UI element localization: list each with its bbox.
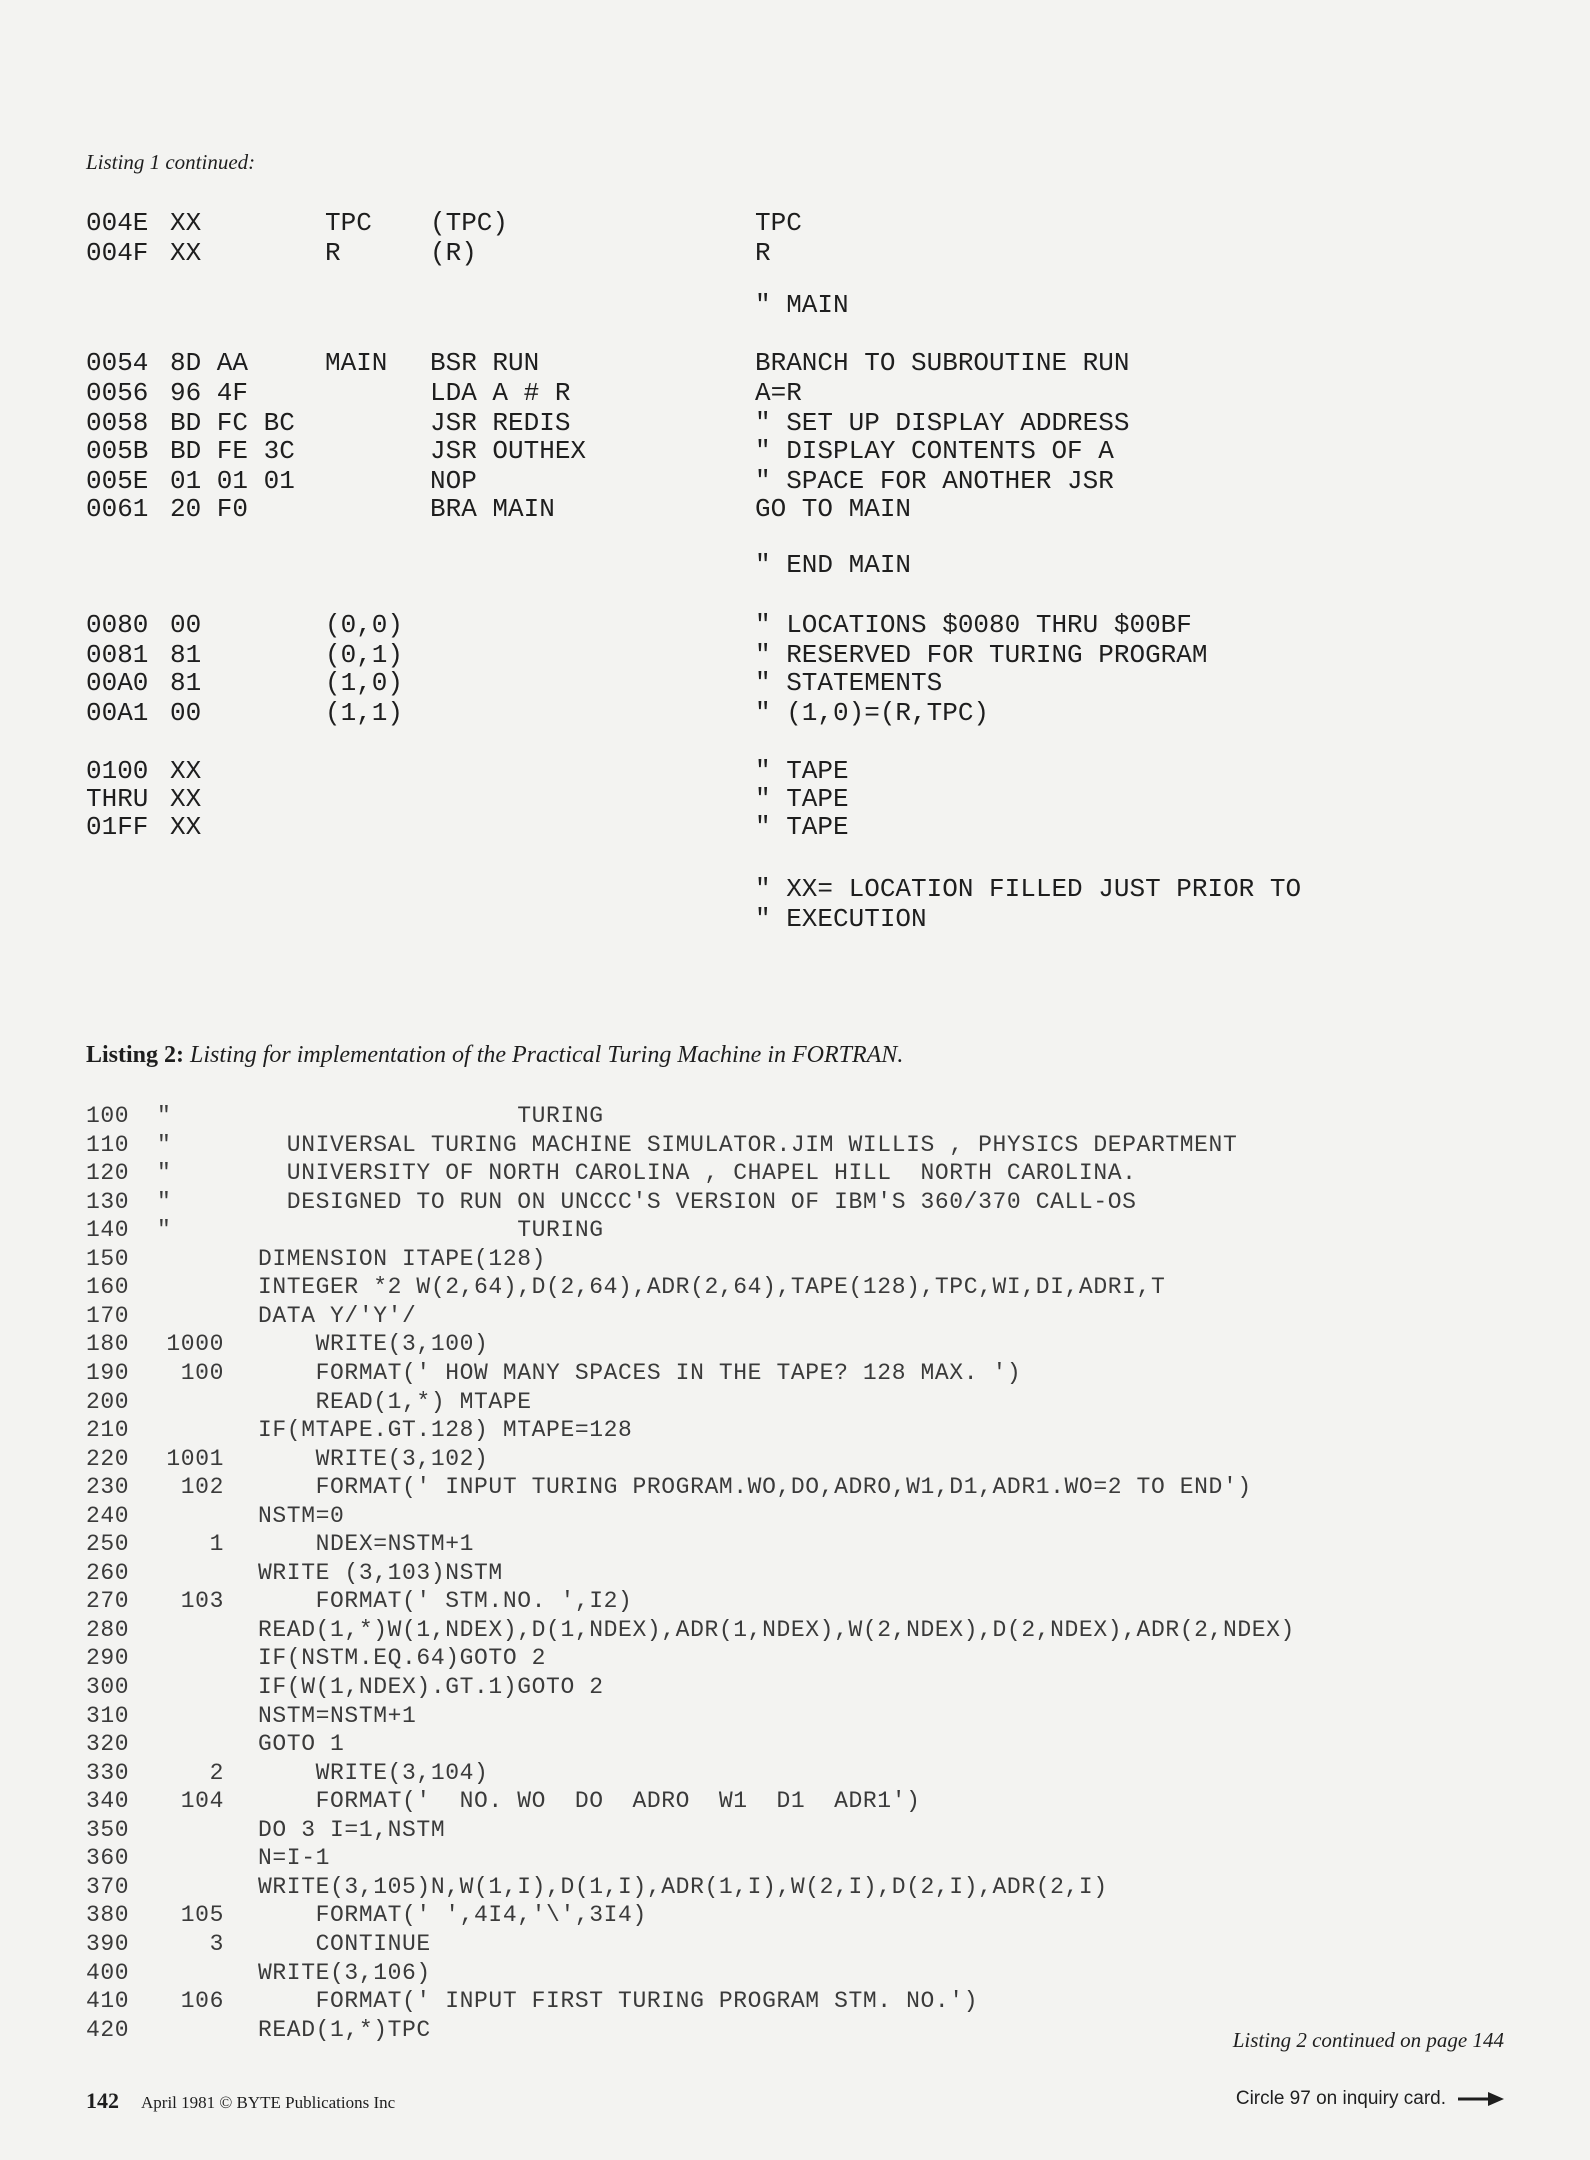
listing-1-addr: 004F xyxy=(86,238,149,268)
code-text: WRITE(3,104) xyxy=(258,1760,489,1786)
line-number: 280 xyxy=(86,1617,130,1643)
code-line xyxy=(0,1930,1590,1958)
listing-1-bytes: 01 01 01 xyxy=(170,466,295,496)
listing-1-bytes: XX xyxy=(170,784,202,814)
listing-1-comment: " EXECUTION xyxy=(755,904,927,934)
statement-label: 105 xyxy=(180,1902,224,1928)
listing-1-row xyxy=(0,290,1590,320)
statement-label: 1 xyxy=(209,1531,224,1557)
code-text: IF(NSTM.EQ.64)GOTO 2 xyxy=(258,1645,547,1671)
line-number: 380 xyxy=(86,1902,130,1928)
code-line xyxy=(0,1759,1590,1787)
comment-mark: " xyxy=(157,1189,172,1215)
publication-line: April 1981 © BYTE Publications Inc xyxy=(141,2093,396,2112)
listing-1-instr: JSR REDIS xyxy=(430,408,571,438)
code-line xyxy=(0,1359,1590,1387)
listing-1-addr: 0058 xyxy=(86,408,149,438)
statement-label: 1000 xyxy=(166,1331,224,1357)
line-number: 110 xyxy=(86,1132,130,1158)
statement-label: 2 xyxy=(209,1760,224,1786)
code-line xyxy=(0,1587,1590,1615)
listing-1-instr: NOP xyxy=(430,466,477,496)
listing-1-addr: 0056 xyxy=(86,378,149,408)
code-text: GOTO 1 xyxy=(258,1731,345,1757)
listing-1-row xyxy=(0,550,1590,580)
code-line xyxy=(0,1616,1590,1644)
code-line xyxy=(0,1273,1590,1301)
listing-1-row xyxy=(0,238,1590,268)
listing-1-bytes: 81 xyxy=(170,640,202,670)
listing-1-row xyxy=(0,436,1590,466)
line-number: 100 xyxy=(86,1103,130,1129)
code-text: NSTM=0 xyxy=(258,1503,345,1529)
statement-label: 102 xyxy=(180,1474,224,1500)
listing-2-caption-text: Listing for implementation of the Practical Turing Machine in FORTRAN. xyxy=(190,1042,904,1068)
line-number: 270 xyxy=(86,1588,130,1614)
listing-1-bytes: BD FE 3C xyxy=(170,436,295,466)
line-number: 190 xyxy=(86,1360,130,1386)
code-text: READ(1,*)TPC xyxy=(258,2017,431,2043)
listing-1-label: (0,0) xyxy=(325,610,404,640)
listing-1-comment: BRANCH TO SUBROUTINE RUN xyxy=(755,348,1130,378)
listing-1-row xyxy=(0,784,1590,814)
listing-1-row xyxy=(0,668,1590,698)
code-text: WRITE(3,106) xyxy=(258,1960,431,1986)
listing-1-label: (1,1) xyxy=(325,698,404,728)
listing-1-addr: 0054 xyxy=(86,348,149,378)
line-number: 340 xyxy=(86,1788,130,1814)
page-footer-left xyxy=(86,2088,395,2114)
code-line xyxy=(0,1159,1590,1187)
listing-1-comment: R xyxy=(755,238,771,268)
listing-1-addr: THRU xyxy=(86,784,149,814)
statement-label: 3 xyxy=(209,1931,224,1957)
line-number: 300 xyxy=(86,1674,130,1700)
listing-1-row xyxy=(0,378,1590,408)
statement-label: 100 xyxy=(180,1360,224,1386)
listing-1-comment: " TAPE xyxy=(755,756,849,786)
listing-1-row xyxy=(0,640,1590,670)
code-line xyxy=(0,1816,1590,1844)
code-text: UNIVERSAL TURING MACHINE SIMULATOR.JIM WILLIS , PHYSICS DEPARTMENT xyxy=(258,1132,1238,1158)
listing-1-addr: 0100 xyxy=(86,756,149,786)
listing-1-bytes: 00 xyxy=(170,610,202,640)
line-number: 360 xyxy=(86,1845,130,1871)
listing-1-bytes: 00 xyxy=(170,698,202,728)
listing-1-addr: 00A0 xyxy=(86,668,149,698)
listing-1-label: (1,0) xyxy=(325,668,404,698)
line-number: 240 xyxy=(86,1503,130,1529)
code-line xyxy=(0,1787,1590,1815)
code-text: TURING xyxy=(258,1217,604,1243)
code-line xyxy=(0,1388,1590,1416)
code-line xyxy=(0,1502,1590,1530)
listing-1-addr: 00A1 xyxy=(86,698,149,728)
line-number: 230 xyxy=(86,1474,130,1500)
code-text: WRITE(3,100) xyxy=(258,1331,489,1357)
listing-1-row xyxy=(0,208,1590,238)
code-line xyxy=(0,1131,1590,1159)
code-line xyxy=(0,1302,1590,1330)
line-number: 220 xyxy=(86,1446,130,1472)
statement-label: 1001 xyxy=(166,1446,224,1472)
code-text: DIMENSION ITAPE(128) xyxy=(258,1246,547,1272)
listing-1-caption: Listing 1 continued: xyxy=(86,150,256,174)
code-text: FORMAT(' INPUT FIRST TURING PROGRAM STM. NO.') xyxy=(258,1988,979,2014)
listing-1-comment: " LOCATIONS $0080 THRU $00BF xyxy=(755,610,1192,640)
code-line xyxy=(0,1673,1590,1701)
code-text: WRITE (3,103)NSTM xyxy=(258,1560,503,1586)
listing-1-comment: " SET UP DISPLAY ADDRESS xyxy=(755,408,1130,438)
listing-1-comment: " SPACE FOR ANOTHER JSR xyxy=(755,466,1114,496)
code-line xyxy=(0,1901,1590,1929)
line-number: 330 xyxy=(86,1760,130,1786)
listing-1-row xyxy=(0,904,1590,934)
listing-1-comment: " MAIN xyxy=(755,290,849,320)
comment-mark: " xyxy=(157,1132,172,1158)
right-arrow-icon xyxy=(1458,2091,1504,2107)
code-line xyxy=(0,1188,1590,1216)
line-number: 290 xyxy=(86,1645,130,1671)
code-line xyxy=(0,1445,1590,1473)
code-text: CONTINUE xyxy=(258,1931,431,1957)
code-text: FORMAT(' ',4I4,'\',3I4) xyxy=(258,1902,647,1928)
code-text: FORMAT(' HOW MANY SPACES IN THE TAPE? 128 MAX. ') xyxy=(258,1360,1022,1386)
code-text: NDEX=NSTM+1 xyxy=(258,1531,475,1557)
line-number: 200 xyxy=(86,1389,130,1415)
code-text: DATA Y/'Y'/ xyxy=(258,1303,417,1329)
code-text: WRITE(3,105)N,W(1,I),D(1,I),ADR(1,I),W(2,I),D(2,I),ADR(2,I) xyxy=(258,1874,1108,1900)
listing-1-row xyxy=(0,812,1590,842)
listing-1-addr: 004E xyxy=(86,208,149,238)
code-text: READ(1,*)W(1,NDEX),D(1,NDEX),ADR(1,NDEX),W(2,NDEX),D(2,NDEX),ADR(2,NDEX) xyxy=(258,1617,1295,1643)
listing-2-caption-label: Listing 2: xyxy=(86,1042,185,1068)
code-line xyxy=(0,1245,1590,1273)
listing-1-comment: GO TO MAIN xyxy=(755,494,912,524)
listing-1-addr: 0080 xyxy=(86,610,149,640)
listing-1-row xyxy=(0,874,1590,904)
code-text: READ(1,*) MTAPE xyxy=(258,1389,532,1415)
code-text: IF(W(1,NDEX).GT.1)GOTO 2 xyxy=(258,1674,604,1700)
line-number: 140 xyxy=(86,1217,130,1243)
listing-1-bytes: 81 xyxy=(170,668,202,698)
listing-1-row xyxy=(0,466,1590,496)
statement-label: 106 xyxy=(180,1988,224,2014)
code-text: IF(MTAPE.GT.128) MTAPE=128 xyxy=(258,1417,633,1443)
line-number: 150 xyxy=(86,1246,130,1272)
code-line xyxy=(0,1873,1590,1901)
code-line xyxy=(0,1730,1590,1758)
listing-1-addr: 0081 xyxy=(86,640,149,670)
listing-1-comment: " RESERVED FOR TURING PROGRAM xyxy=(755,640,1208,670)
comment-mark: " xyxy=(157,1217,172,1243)
listing-1-bytes: XX xyxy=(170,812,202,842)
line-number: 170 xyxy=(86,1303,130,1329)
listing-2-caption xyxy=(86,1042,903,1069)
comment-mark: " xyxy=(157,1103,172,1129)
code-text: NSTM=NSTM+1 xyxy=(258,1703,417,1729)
listing-1-bytes: XX xyxy=(170,238,202,268)
code-text: DO 3 I=1,NSTM xyxy=(258,1817,446,1843)
line-number: 130 xyxy=(86,1189,130,1215)
line-number: 320 xyxy=(86,1731,130,1757)
code-text: UNIVERSITY OF NORTH CAROLINA , CHAPEL HILL NORTH CAROLINA. xyxy=(258,1160,1137,1186)
code-line xyxy=(0,1702,1590,1730)
listing-1-comment: " STATEMENTS xyxy=(755,668,943,698)
listing-1-row xyxy=(0,610,1590,640)
line-number: 250 xyxy=(86,1531,130,1557)
listing-1-addr: 01FF xyxy=(86,812,149,842)
code-line xyxy=(0,1644,1590,1672)
line-number: 390 xyxy=(86,1931,130,1957)
code-text: FORMAT(' INPUT TURING PROGRAM.WO,DO,ADRO,W1,D1,ADR1.WO=2 TO END') xyxy=(258,1474,1252,1500)
listing-1-addr: 0061 xyxy=(86,494,149,524)
listing-1-label: TPC xyxy=(325,208,372,238)
listing-1-instr: LDA A # R xyxy=(430,378,571,408)
line-number: 210 xyxy=(86,1417,130,1443)
listing-1-comment: " DISPLAY CONTENTS OF A xyxy=(755,436,1114,466)
listing-1-instr: BRA MAIN xyxy=(430,494,555,524)
code-line xyxy=(0,1102,1590,1130)
line-number: 420 xyxy=(86,2017,130,2043)
code-line xyxy=(0,1416,1590,1444)
listing-1-label: (0,1) xyxy=(325,640,404,670)
code-text: N=I-1 xyxy=(258,1845,331,1871)
listing-1-instr: BSR RUN xyxy=(430,348,540,378)
statement-label: 103 xyxy=(180,1588,224,1614)
inquiry-text: Circle 97 on inquiry card. xyxy=(1235,2088,1446,2109)
code-text: TURING xyxy=(258,1103,604,1129)
code-text: INTEGER *2 W(2,64),D(2,64),ADR(2,64),TAPE(128),TPC,WI,DI,ADRI,T xyxy=(258,1274,1166,1300)
listing-1-bytes: BD FC BC xyxy=(170,408,295,438)
page-number: 142 xyxy=(86,2088,119,2113)
listing-1-label: MAIN xyxy=(325,348,388,378)
code-text: DESIGNED TO RUN ON UNCCC'S VERSION OF IBM'S 360/370 CALL-OS xyxy=(258,1189,1137,1215)
code-line xyxy=(0,1987,1590,2015)
listing-1-instr: JSR OUTHEX xyxy=(430,436,587,466)
listing-1-bytes: XX xyxy=(170,756,202,786)
code-line xyxy=(0,1559,1590,1587)
line-number: 260 xyxy=(86,1560,130,1586)
code-text: FORMAT(' STM.NO. ',I2) xyxy=(258,1588,633,1614)
listing-1-comment: " TAPE xyxy=(755,812,849,842)
code-text: FORMAT(' NO. WO DO ADRO W1 D1 ADR1') xyxy=(258,1788,921,1814)
listing-1-bytes: 20 F0 xyxy=(170,494,249,524)
line-number: 350 xyxy=(86,1817,130,1843)
listing-1-comment: TPC xyxy=(755,208,802,238)
listing-1-label: R xyxy=(325,238,341,268)
listing-1-row xyxy=(0,756,1590,786)
listing-1-addr: 005B xyxy=(86,436,149,466)
code-line xyxy=(0,1330,1590,1358)
listing-1-addr: 005E xyxy=(86,466,149,496)
code-line xyxy=(0,1473,1590,1501)
listing-1-row xyxy=(0,494,1590,524)
code-line xyxy=(0,1959,1590,1987)
line-number: 310 xyxy=(86,1703,130,1729)
listing-1-row xyxy=(0,348,1590,378)
line-number: 400 xyxy=(86,1960,130,1986)
listing-1-comment: " XX= LOCATION FILLED JUST PRIOR TO xyxy=(755,874,1302,904)
listing-1-row xyxy=(0,408,1590,438)
code-line xyxy=(0,1844,1590,1872)
listing-1-instr: (R) xyxy=(430,238,477,268)
statement-label: 104 xyxy=(180,1788,224,1814)
listing-1-instr: (TPC) xyxy=(430,208,509,238)
listing-1-comment: " END MAIN xyxy=(755,550,912,580)
listing-1-row xyxy=(0,698,1590,728)
line-number: 160 xyxy=(86,1274,130,1300)
listing-1-bytes: 8D AA xyxy=(170,348,249,378)
code-line xyxy=(0,1216,1590,1244)
line-number: 180 xyxy=(86,1331,130,1357)
listing-2-continued-note: Listing 2 continued on page 144 xyxy=(1232,2028,1504,2052)
listing-1-bytes: XX xyxy=(170,208,202,238)
listing-1-comment: " TAPE xyxy=(755,784,849,814)
code-text: WRITE(3,102) xyxy=(258,1446,489,1472)
line-number: 410 xyxy=(86,1988,130,2014)
code-line xyxy=(0,1530,1590,1558)
listing-1-bytes: 96 4F xyxy=(170,378,249,408)
line-number: 120 xyxy=(86,1160,130,1186)
page-footer-right xyxy=(1236,2088,1504,2110)
listing-1-comment: A=R xyxy=(755,378,802,408)
listing-1-comment: " (1,0)=(R,TPC) xyxy=(755,698,990,728)
comment-mark: " xyxy=(157,1160,172,1186)
line-number: 370 xyxy=(86,1874,130,1900)
